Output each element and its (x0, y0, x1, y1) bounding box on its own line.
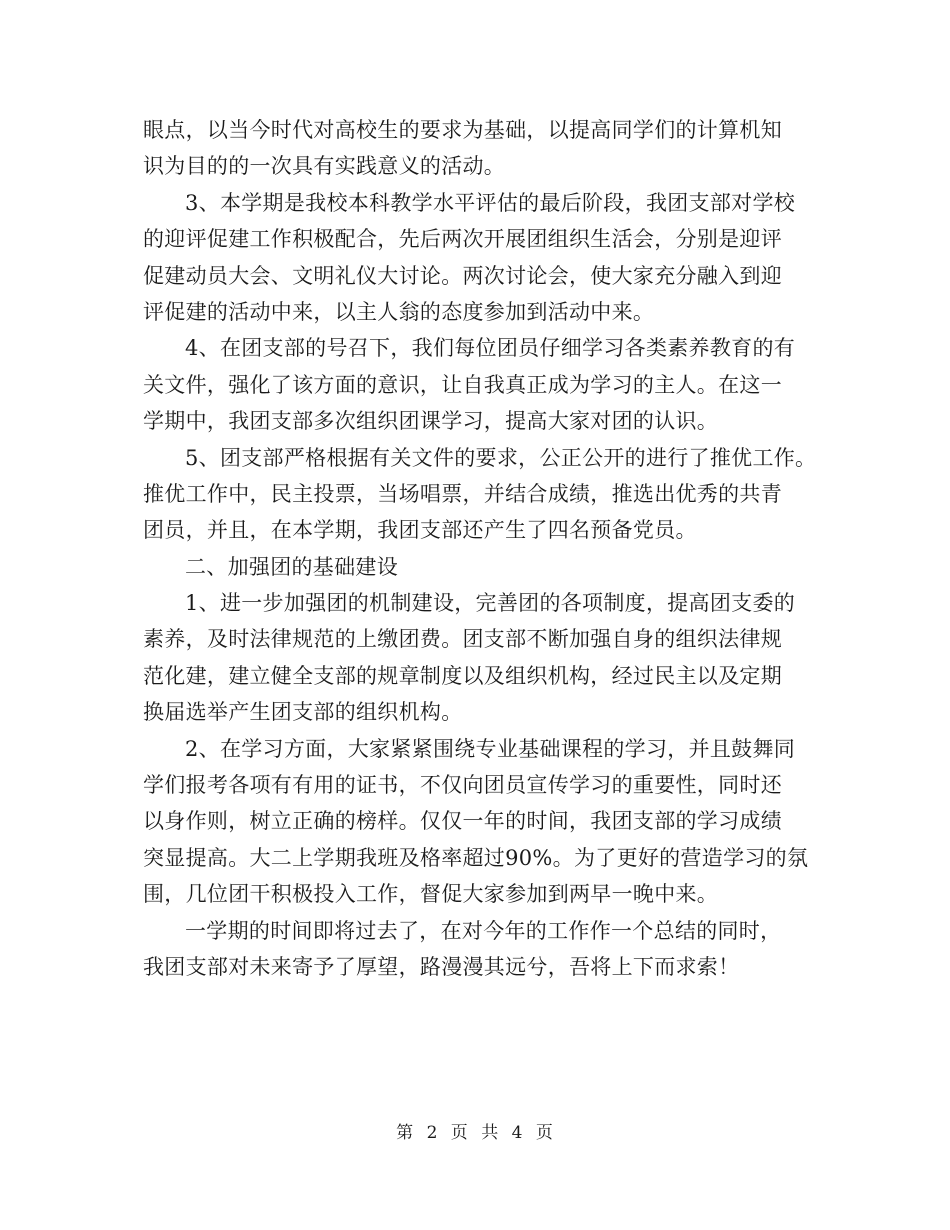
text-line: 一学期的时间即将过去了，在对今年的工作作一个总结的同时， (185, 918, 782, 943)
text-line: 以身作则，树立正确的榜样。仅仅一年的时间，我团支部的学习成绩 (143, 809, 782, 834)
text-line: 范化建，建立健全支部的规章制度以及组织机构，经过民主以及定期 (143, 663, 782, 688)
footer-total-pages: 4 (511, 1123, 524, 1143)
text-line: 素养，及时法律规范的上缴团费。团支部不断加强自身的组织法律规 (143, 627, 782, 652)
text-line: 学们报考各项有有用的证书，不仅向团员宣传学习的重要性，同时还 (143, 773, 782, 798)
footer-suffix: 页 (535, 1123, 554, 1143)
text-line: 突显提高。大二上学期我班及格率超过90%。为了更好的营造学习的氛 (143, 845, 809, 870)
text-line: 团员，并且，在本学期，我团支部还产生了四名预备党员。 (143, 518, 697, 543)
text-line: 2、在学习方面，大家紧紧围绕专业基础课程的学习，并且鼓舞同 (185, 736, 796, 761)
text-line: 换届选举产生团支部的组织机构。 (143, 700, 463, 725)
paragraph (143, 731, 823, 913)
text-line: 5、团支部严格根据有关文件的要求，公正公开的进行了推优工作。 (185, 445, 817, 470)
document-body (143, 112, 823, 985)
paragraph (143, 549, 823, 585)
footer-prefix: 第 (396, 1123, 415, 1143)
text-line: 学期中，我团支部多次组织团课学习，提高大家对团的认识。 (143, 409, 719, 434)
text-line: 促建动员大会、文明礼仪大讨论。两次讨论会，使大家充分融入到迎 (143, 263, 782, 288)
footer-page-word: 页 (450, 1123, 469, 1143)
text-line: 3、本学期是我校本科教学水平评估的最后阶段，我团支部对学校 (185, 190, 796, 215)
text-line: 1、进一步加强团的机制建设，完善团的各项制度，提高团支委的 (185, 591, 796, 616)
text-line: 围，几位团干积极投入工作，督促大家参加到两早一晚中来。 (143, 882, 719, 907)
paragraph (143, 112, 823, 185)
text-line: 识为目的的一次具有实践意义的活动。 (143, 154, 506, 179)
paragraph (143, 185, 823, 331)
text-line: 推优工作中，民主投票，当场唱票，并结合成绩，推选出优秀的共青 (143, 481, 782, 506)
text-line: 的迎评促建工作积极配合，先后两次开展团组织生活会，分别是迎评 (143, 227, 782, 252)
paragraph (143, 330, 823, 439)
text-line: 眼点，以当今时代对高校生的要求为基础，以提高同学们的计算机知 (143, 118, 782, 142)
text-line: 4、在团支部的号召下，我们每位团员仔细学习各类素养教育的有 (185, 336, 796, 361)
text-line: 评促建的活动中来，以主人翁的态度参加到活动中来。 (143, 299, 655, 324)
text-line: 二、加强团的基础建设 (185, 554, 398, 579)
text-line: 关文件，强化了该方面的意识，让自我真正成为学习的主人。在这一 (143, 372, 782, 397)
paragraph (143, 440, 823, 549)
paragraph (143, 585, 823, 731)
footer-current-page: 2 (426, 1123, 439, 1143)
paragraph (143, 913, 823, 986)
page-footer (0, 1118, 950, 1143)
text-line: 我团支部对未来寄予了厚望，路漫漫其远兮，吾将上下而求索！ (143, 954, 740, 979)
footer-total-word: 共 (481, 1123, 500, 1143)
